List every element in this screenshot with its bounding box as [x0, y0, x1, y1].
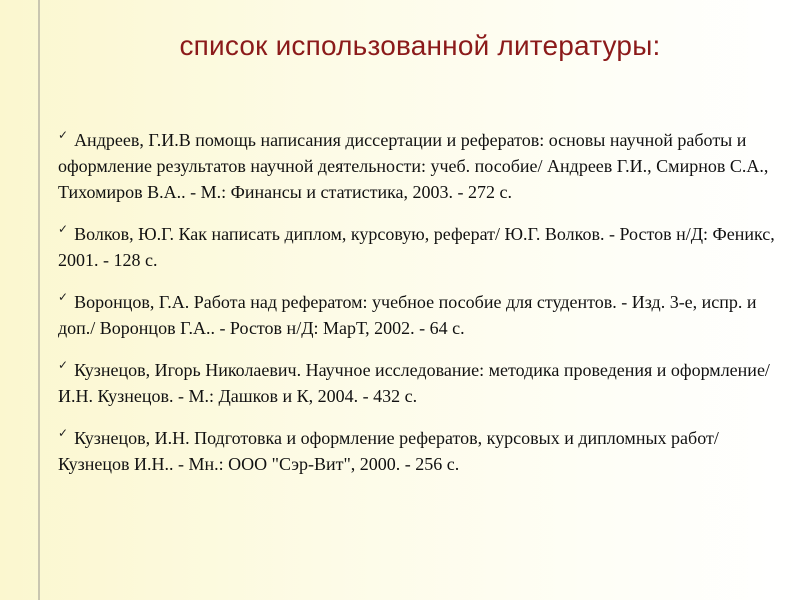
check-icon: ✓: [58, 128, 69, 142]
reference-text: Кузнецов, И.Н. Подготовка и оформление рефератов, курсовых и дипломных работ/ Кузнецов И.Н.. - Мн.: ООО "Сэр-Вит", 2000. - 256 с.: [58, 428, 719, 474]
reference-text: Кузнецов, Игорь Николаевич. Научное исследование: методика проведения и оформление/ И.Н. Кузнецов. - М.: Дашков и К, 2004. - 432 с.: [58, 360, 770, 406]
reference-item: [58, 127, 788, 205]
reference-item: [58, 289, 788, 341]
check-icon: ✓: [58, 290, 69, 304]
left-border-line: [38, 0, 40, 600]
reference-text: Воронцов, Г.А. Работа над рефератом: учебное пособие для студентов. - Изд. 3-е, испр. и доп./ Воронцов Г.А.. - Ростов н/Д: МарТ, 2002. - 64 с.: [58, 292, 757, 338]
check-icon: ✓: [58, 426, 69, 440]
check-icon: ✓: [58, 222, 69, 236]
reference-item: [58, 425, 788, 477]
reference-item: [58, 221, 788, 273]
check-icon: ✓: [58, 358, 69, 372]
slide-title: список использованной литературы:: [179, 30, 661, 61]
reference-text: Волков, Ю.Г. Как написать диплом, курсовую, реферат/ Ю.Г. Волков. - Ростов н/Д: Феникс, 2001. - 128 с.: [58, 224, 775, 270]
reference-item: [58, 357, 788, 409]
reference-list: [58, 127, 788, 493]
reference-text: Андреев, Г.И.В помощь написания диссертации и рефератов: основы научной работы и оформление результатов научной деятельности: учеб. пособие/ Андреев Г.И., Смирнов С.А., Тихомиров В.А.. - М.: Финансы и статистика, 2003. - 272 с.: [58, 130, 769, 202]
